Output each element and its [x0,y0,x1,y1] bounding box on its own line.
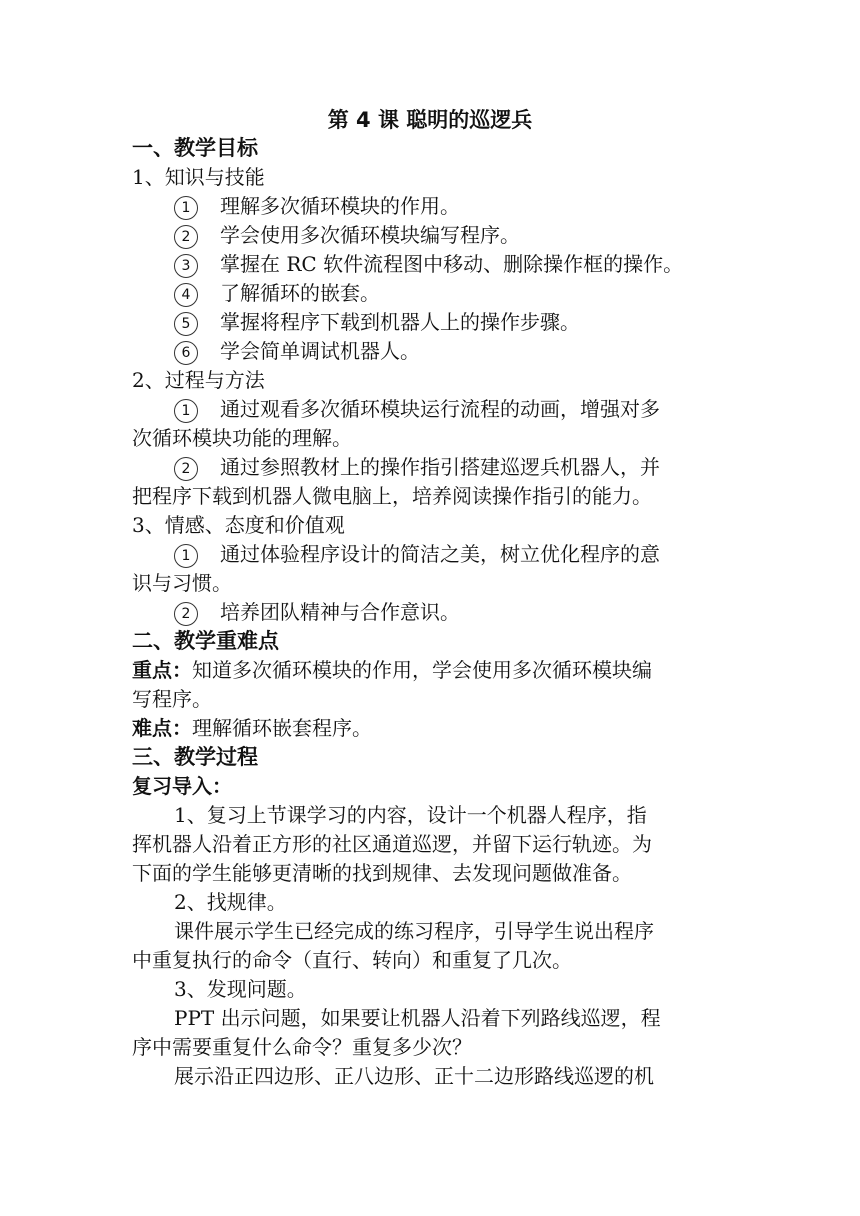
circled-number: 6 [174,341,198,365]
circled-number: 1 [174,544,198,568]
list-item [174,337,774,366]
list-item [174,598,774,627]
subheading-process: 2、过程与方法 [132,368,265,392]
paragraph-line: 挥机器人沿着正方形的社区通道巡逻，并留下运行轨迹。为 [132,832,652,856]
paragraph-line: 下面的学生能够更清晰的找到规律、去发现问题做准备。 [132,861,632,885]
list-item-text: 通过观看多次循环模块运行流程的动画，增强对多 [220,397,660,421]
circled-number: 4 [174,283,198,307]
paragraph-line: 1、复习上节课学习的内容，设计一个机器人程序，指 [174,803,647,827]
paragraph-line: 2、找规律。 [174,890,287,914]
list-item [174,192,774,221]
circled-number: 5 [174,312,198,336]
key-point-label: 重点： [132,658,192,682]
subheading-knowledge: 1、知识与技能 [132,165,265,189]
list-item-text: 通过参照教材上的操作指引搭建巡逻兵机器人，并 [220,455,660,479]
difficult-point-label: 难点： [132,716,192,740]
paragraph-line: 把程序下载到机器人微电脑上，培养阅读操作指引的能力。 [132,484,652,508]
list-item-text: 了解循环的嵌套。 [220,281,380,305]
list-item-text: 掌握在 RC 软件流程图中移动、删除操作框的操作。 [220,252,684,276]
page-title: 第 4 课 聪明的巡逻兵 [327,108,533,132]
circled-number: 2 [174,602,198,626]
paragraph-line: 展示沿正四边形、正八边形、正十二边形路线巡逻的机 [174,1064,654,1088]
section-heading-1: 一、教学目标 [132,136,258,160]
list-item-text: 学会简单调试机器人。 [220,339,420,363]
paragraph-line: 次循环模块功能的理解。 [132,426,352,450]
difficult-point-text: 理解循环嵌套程序。 [192,716,372,740]
paragraph-line: 中重复执行的命令（直行、转向）和重复了几次。 [132,948,572,972]
paragraph-line: 写程序。 [132,687,212,711]
list-item [174,221,774,250]
paragraph-line: PPT 出示问题，如果要让机器人沿着下列路线巡逻，程 [174,1006,661,1030]
circled-number: 1 [174,399,198,423]
key-point [132,656,732,685]
key-point-text: 知道多次循环模块的作用，学会使用多次循环模块编 [192,658,652,682]
list-item-text: 学会使用多次循环模块编写程序。 [220,223,520,247]
list-item-text: 培养团队精神与合作意识。 [220,600,460,624]
circled-number: 1 [174,196,198,220]
subheading-values: 3、情感、态度和价值观 [132,513,345,537]
circled-number: 2 [174,457,198,481]
paragraph-line: 序中需要重复什么命令？重复多少次？ [132,1035,472,1059]
list-item [174,453,774,482]
section-heading-3: 三、教学过程 [132,745,258,769]
list-item [174,250,774,279]
difficult-point [132,714,732,743]
circled-number: 2 [174,225,198,249]
list-item-text: 理解多次循环模块的作用。 [220,194,460,218]
paragraph-line: 3、发现问题。 [174,977,307,1001]
paragraph-line: 课件展示学生已经完成的练习程序，引导学生说出程序 [174,919,654,943]
list-item [174,540,774,569]
list-item-text: 掌握将程序下载到机器人上的操作步骤。 [220,310,580,334]
section-heading-2: 二、教学重难点 [132,629,279,653]
list-item [174,395,774,424]
list-item [174,308,774,337]
subheading-review: 复习导入： [132,774,232,798]
list-item-text: 通过体验程序设计的简洁之美，树立优化程序的意 [220,542,660,566]
paragraph-line: 识与习惯。 [132,571,232,595]
circled-number: 3 [174,254,198,278]
list-item [174,279,774,308]
